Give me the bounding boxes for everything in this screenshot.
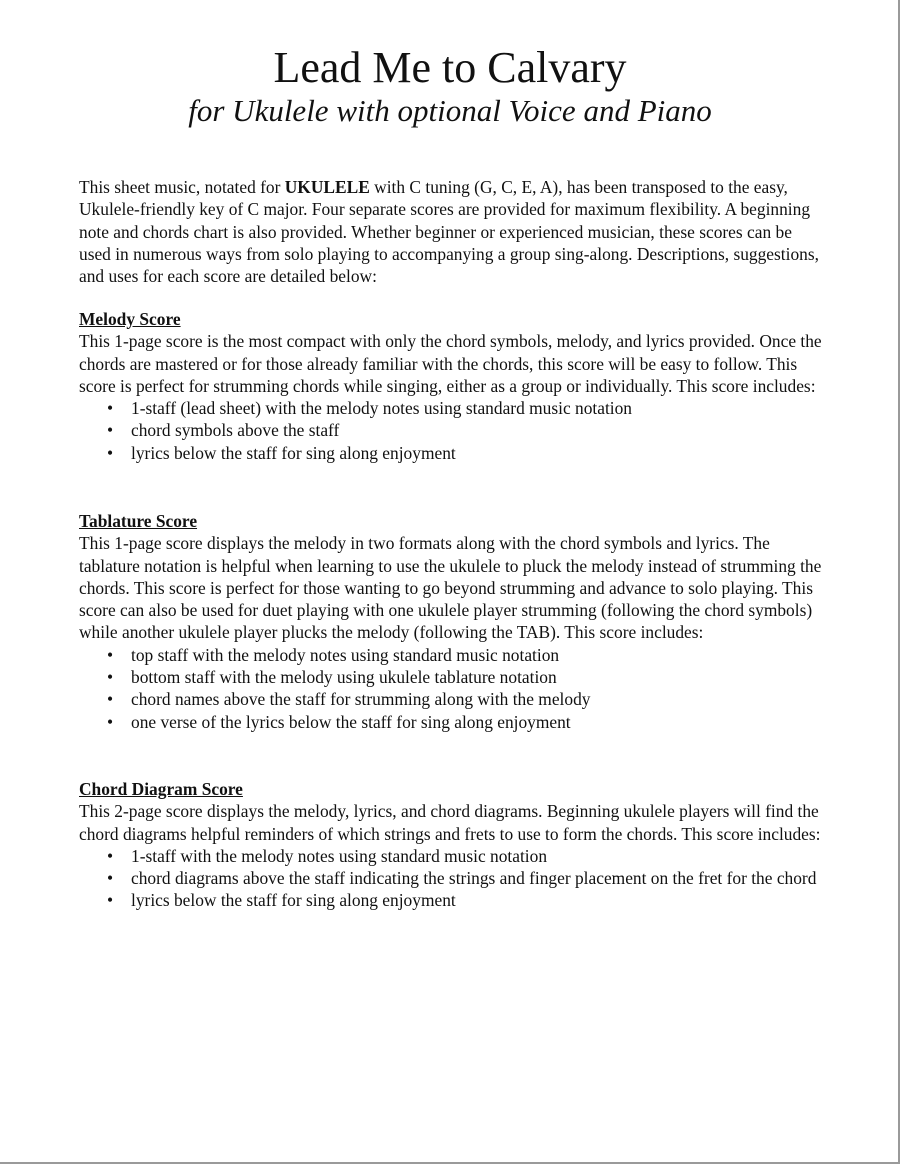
document-subtitle: for Ukulele with optional Voice and Piano (188, 93, 712, 128)
section-tablature-score (79, 510, 824, 733)
section-paragraph: This 2-page score displays the melody, lyrics, and chord diagrams. Beginning ukulele players will find the chord diagrams helpful reminders of which strings and frets to use to form the chords. This score includes: (79, 801, 821, 844)
section-paragraph: This 1-page score is the most compact with only the chord symbols, melody, and lyrics provided. Once the chords are mastered or for those already familiar with the chords, this score will be easy to follow. This score is perfect for strumming chords while singing, either as a group or individually. This score includes: (79, 331, 822, 396)
section-chord-diagram-score (79, 778, 824, 912)
section-heading: Chord Diagram Score (79, 779, 243, 799)
list-item: • 1-staff with the melody notes using standard music notation (131, 845, 824, 867)
section-bullet-list (79, 845, 824, 912)
list-item: • chord names above the staff for strumming along with the melody (131, 688, 824, 710)
section-melody-score (79, 308, 824, 464)
intro-text-start: This sheet music, notated for (79, 177, 285, 197)
list-item: • 1-staff (lead sheet) with the melody notes using standard music notation (131, 397, 824, 419)
document-title: Lead Me to Calvary (273, 43, 627, 92)
list-item: • lyrics below the staff for sing along enjoyment (131, 889, 824, 911)
list-item: • one verse of the lyrics below the staff for sing along enjoyment (131, 711, 824, 733)
list-item: • top staff with the melody notes using standard music notation (131, 644, 824, 666)
list-item: • chord symbols above the staff (131, 419, 824, 441)
intro-text-end: with C tuning (G, C, E, A), has been transposed to the easy, Ukulele-friendly key of C major. Four separate scores are provided for maximum flexibility. A beginning note and chords chart is also provided. Whether beginner or experienced musician, these scores can be used in numerous ways from solo playing to accompanying a group sing-along. Descriptions, suggestions, and uses for each score are detailed below: (79, 177, 819, 287)
section-paragraph: This 1-page score displays the melody in two formats along with the chord symbols and lyrics. The tablature notation is helpful when learning to use the ukulele to pluck the melody instead of strumming the chords. This score is perfect for those wanting to go beyond strumming and advance to solo playing. This score can also be used for duet playing with one ukulele player strumming (following the chord symbols) while another ukulele player plucks the melody (following the TAB). This score includes: (79, 533, 822, 643)
intro-bold-instrument: UKULELE (284, 177, 370, 197)
section-heading: Melody Score (79, 309, 181, 329)
list-item: • bottom staff with the melody using ukulele tablature notation (131, 666, 824, 688)
list-item: • chord diagrams above the staff indicating the strings and finger placement on the fret for the chord (131, 867, 824, 889)
section-bullet-list (79, 644, 824, 733)
intro-paragraph (79, 176, 824, 287)
section-bullet-list (79, 397, 824, 464)
section-heading: Tablature Score (79, 511, 198, 531)
list-item: • lyrics below the staff for sing along enjoyment (131, 442, 824, 464)
